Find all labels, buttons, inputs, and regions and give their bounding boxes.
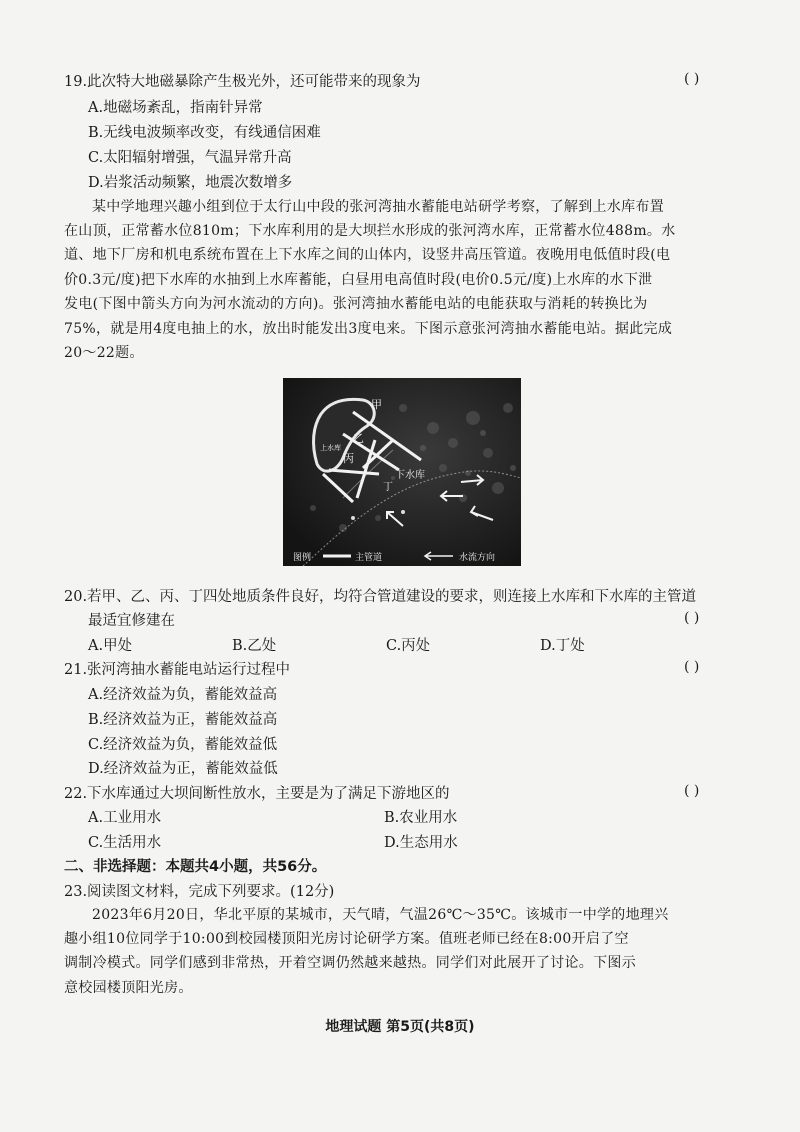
section-heading: 二、非选择题：本题共4小题，共56分。 xyxy=(64,859,327,875)
q20-answer-paren: ( ) xyxy=(684,610,700,626)
q21-option-a: A.经济效益为负，蓄能效益高 xyxy=(88,687,278,703)
label-upper-reservoir: 上水库 xyxy=(320,444,341,452)
q22-option-c: C.生活用水 xyxy=(88,835,162,851)
label-yi: 乙 xyxy=(353,432,364,445)
q20-option-b: B.乙处 xyxy=(232,638,277,654)
q23-line: 意校园楼顶阳光房。 xyxy=(64,980,193,996)
q22-option-a: A.工业用水 xyxy=(88,810,162,826)
q20-option-d: D.丁处 xyxy=(540,638,585,654)
q21-option-d: D.经济效益为正，蓄能效益低 xyxy=(88,761,278,777)
q19-stem: 19.此次特大地磁暴除产生极光外，还可能带来的现象为 xyxy=(64,74,421,90)
q23-line: 2023年6月20日，华北平原的某城市，天气晴，气温26℃～35℃。该城市一中学的地理兴 xyxy=(92,907,669,923)
q22-option-b: B.农业用水 xyxy=(384,810,458,826)
q20-option-c: C.丙处 xyxy=(386,638,431,654)
page-footer: 地理试题 第5页(共8页) xyxy=(325,1019,475,1035)
legend-pipe-label: 主管道 xyxy=(355,553,383,563)
q22-answer-paren: ( ) xyxy=(684,783,700,799)
passage-line: 道、地下厂房和机电系统布置在上下水库之间的山体内，设竖井高压管道。夜晚用电低值时段(电 xyxy=(64,247,671,263)
q22-option-d: D.生态用水 xyxy=(384,835,458,851)
passage-line: 75%，就是用4度电抽上的水，放出时能发出3度电来。下图示意张河湾抽水蓄能电站。据此完成 xyxy=(64,321,673,337)
q23-line: 趣小组10位同学于10:00到校园楼顶阳光房讨论研学方案。值班老师已经在8:00开启了空 xyxy=(64,931,629,947)
passage-line: 价0.3元/度)把下水库的水抽到上水库蓄能，白昼用电高值时段(电价0.5元/度)上水库的水下泄 xyxy=(64,272,653,288)
legend-title: 图例 xyxy=(293,553,312,563)
label-bing: 丙 xyxy=(343,452,354,465)
q20-option-a: A.甲处 xyxy=(88,638,133,654)
passage-line: 发电(下图中箭头方向为河水流动的方向)。张河湾抽水蓄能电站的电能获取与消耗的转换比为 xyxy=(64,296,648,312)
q21-option-b: B.经济效益为正，蓄能效益高 xyxy=(88,712,278,728)
legend-flow-label: 水流方向 xyxy=(459,553,496,563)
q20-stem-line1: 20.若甲、乙、丙、丁四处地质条件良好，均符合管道建设的要求，则连接上水库和下水库的主管道 xyxy=(64,589,697,605)
q23-line: 调制冷模式。同学们感到非常热，开着空调仍然越来越热。同学们对此展开了讨论。下图示 xyxy=(64,955,636,971)
q21-stem: 21.张河湾抽水蓄能电站运行过程中 xyxy=(64,662,291,678)
q19-option-a: A.地磁场紊乱，指南针异常 xyxy=(88,100,263,116)
q21-option-c: C.经济效益为负，蓄能效益低 xyxy=(88,737,278,753)
label-ding: 丁 xyxy=(383,482,393,493)
reservoir-map-figure xyxy=(283,378,521,566)
q19-option-d: D.岩浆活动频繁，地震次数增多 xyxy=(88,175,293,191)
q20-stem-line2: 最适宜修建在 xyxy=(88,613,175,629)
q23-stem: 23.阅读图文材料，完成下列要求。(12分) xyxy=(64,884,335,900)
q19-option-c: C.太阳辐射增强，气温异常升高 xyxy=(88,150,292,166)
passage-line: 某中学地理兴趣小组到位于太行山中段的张河湾抽水蓄能电站研学考察，了解到上水库布置 xyxy=(92,199,664,215)
label-lower-reservoir: 下水库 xyxy=(395,470,425,481)
passage-line: 在山顶，正常蓄水位810m；下水库利用的是大坝拦水形成的张河湾水库，正常蓄水位488m。水 xyxy=(64,223,676,239)
q21-answer-paren: ( ) xyxy=(684,659,700,675)
reservoir-map-svg xyxy=(283,378,521,566)
q19-answer-paren: ( ) xyxy=(684,71,700,87)
q19-option-b: B.无线电波频率改变，有线通信困难 xyxy=(88,125,321,141)
q22-stem: 22.下水库通过大坝间断性放水，主要是为了满足下游地区的 xyxy=(64,786,450,802)
label-jia: 甲 xyxy=(371,398,382,411)
passage-line: 20～22题。 xyxy=(64,345,144,361)
